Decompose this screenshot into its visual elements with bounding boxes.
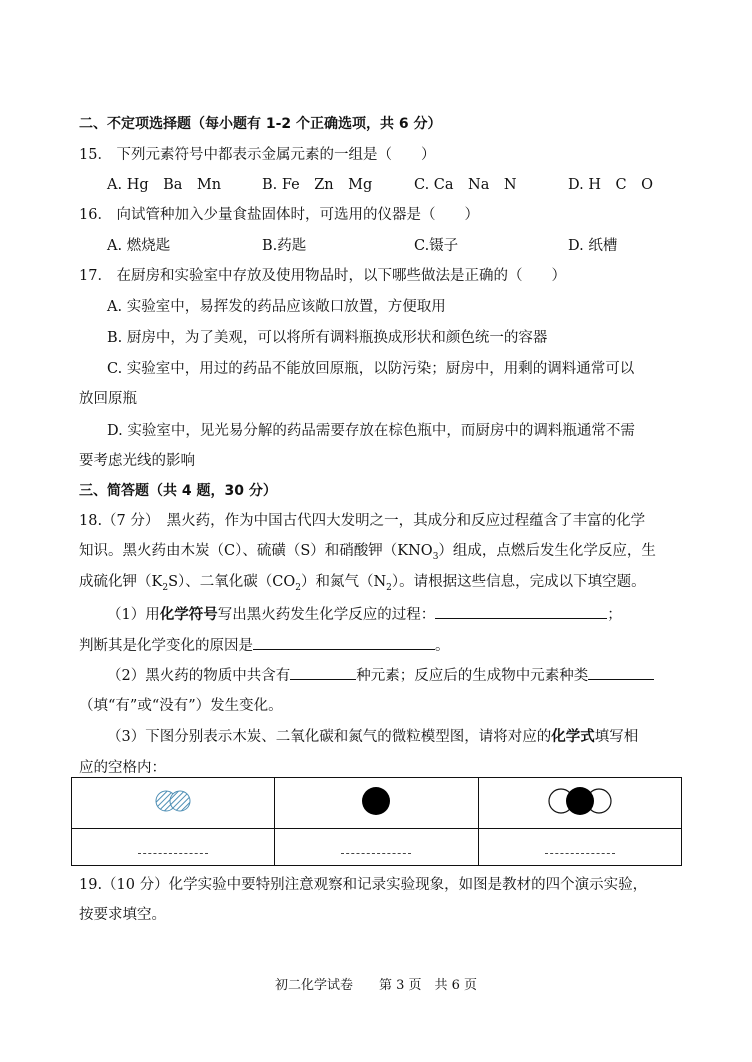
hatched-double-particle-icon bbox=[149, 786, 197, 816]
q18-part2-count-blank[interactable] bbox=[290, 665, 356, 680]
q18-intro-line3: 成硫化钾$(K_2S)$、二氧化碳$(CO_2)$和氮气$(N_2)$。请根据这些信息，完成以下填空题。 bbox=[79, 574, 646, 593]
answer-cell-1[interactable] bbox=[72, 829, 275, 866]
answer-blank-3[interactable] bbox=[545, 852, 615, 854]
q17-option-b: B. 厨房中，为了美观，可以将所有调料瓶换成形状和颜色统一的容器 bbox=[107, 330, 548, 346]
particle-model-table bbox=[71, 777, 682, 866]
q16-option-a: A. 燃烧匙 bbox=[107, 238, 171, 254]
q18-part1-reason-blank[interactable] bbox=[253, 635, 435, 650]
three-atom-molecule-icon bbox=[547, 785, 613, 817]
q18-part2-line1: （2）黑火药的物质中共含有 种元素；反应后的生成物中元素种类 bbox=[107, 665, 654, 686]
q15-option-b: B. Fe Zn Mg bbox=[262, 177, 373, 193]
page-footer: 初二化学试卷 第 3 页 共 6 页 bbox=[274, 978, 478, 993]
q18-part2-line2: （填“有”或“没有”）发生变化。 bbox=[79, 698, 283, 714]
answer-cell-3[interactable] bbox=[478, 829, 681, 866]
answer-blank-1[interactable] bbox=[138, 852, 208, 854]
model-cell-2 bbox=[275, 778, 478, 829]
q17-option-d-line2: 要考虑光线的影响 bbox=[79, 453, 195, 469]
q16-option-c: C.镊子 bbox=[414, 238, 459, 254]
q15-option-c: C. Ca Na N bbox=[414, 177, 517, 193]
black-atom-icon bbox=[359, 785, 393, 817]
q15-stem: 15． 下列元素符号中都表示金属元素的一组是（ ） bbox=[79, 147, 436, 163]
q18-part1-line1: （1）用化学符号写出黑火药发生化学反应的过程： ； bbox=[107, 604, 622, 625]
q17-option-c-line1: C. 实验室中，用过的药品不能放回原瓶，以防污染；厨房中，用剩的调料通常可以 bbox=[107, 361, 635, 377]
q15-option-a: A. Hg Ba Mn bbox=[107, 177, 222, 193]
q17-option-a: A. 实验室中，易挥发的药品应该敞口放置，方便取用 bbox=[107, 299, 446, 315]
q19-line2: 按要求填空。 bbox=[79, 907, 166, 923]
q17-stem: 17． 在厨房和实验室中存放及使用物品时，以下哪些做法是正确的（ ） bbox=[79, 268, 567, 284]
answer-cell-2[interactable] bbox=[275, 829, 478, 866]
answer-blank-2[interactable] bbox=[341, 852, 411, 854]
q18-intro-line2: 知识。黑火药由木炭（C）、硫磺（S）和硝酸钾$(KNO_3)$组成，点燃后发生化学反应，生 bbox=[79, 543, 656, 562]
q18-part1-line2: 判断其是化学变化的原因是 。 bbox=[79, 635, 450, 656]
section3-heading: 三、简答题（共 4 题，30 分） bbox=[79, 483, 277, 499]
q17-option-c-line2: 放回原瓶 bbox=[79, 391, 137, 407]
q18-part1-reaction-blank[interactable] bbox=[435, 604, 607, 619]
q15-option-d: D. H C O bbox=[568, 177, 653, 193]
q19-line1: 19.（10 分）化学实验中要特别注意观察和记录实验现象，如图是教材的四个演示实验， bbox=[79, 877, 648, 893]
q18-part2-change-blank[interactable] bbox=[588, 665, 654, 680]
section2-heading: 二、不定项选择题（每小题有 1-2 个正确选项，共 6 分） bbox=[79, 116, 442, 132]
model-cell-1 bbox=[72, 778, 275, 829]
model-cell-3 bbox=[478, 778, 681, 829]
q16-stem: 16． 向试管种加入少量食盐固体时，可选用的仪器是（ ） bbox=[79, 207, 480, 223]
q16-option-d: D. 纸槽 bbox=[568, 238, 618, 254]
q18-part3-line2: 应的空格内： bbox=[79, 760, 166, 776]
q18-intro-line1: 18.（7 分） 黑火药，作为中国古代四大发明之一，其成分和反应过程蕴含了丰富的化学 bbox=[79, 513, 646, 529]
q18-part3-line1: （3）下图分别表示木炭、二氧化碳和氮气的微粒模型图，请将对应的化学式填写相 bbox=[107, 729, 639, 745]
q16-option-b: B.药匙 bbox=[262, 238, 307, 254]
q17-option-d-line1: D. 实验室中，见光易分解的药品需要存放在棕色瓶中，而厨房中的调料瓶通常不需 bbox=[107, 423, 635, 439]
